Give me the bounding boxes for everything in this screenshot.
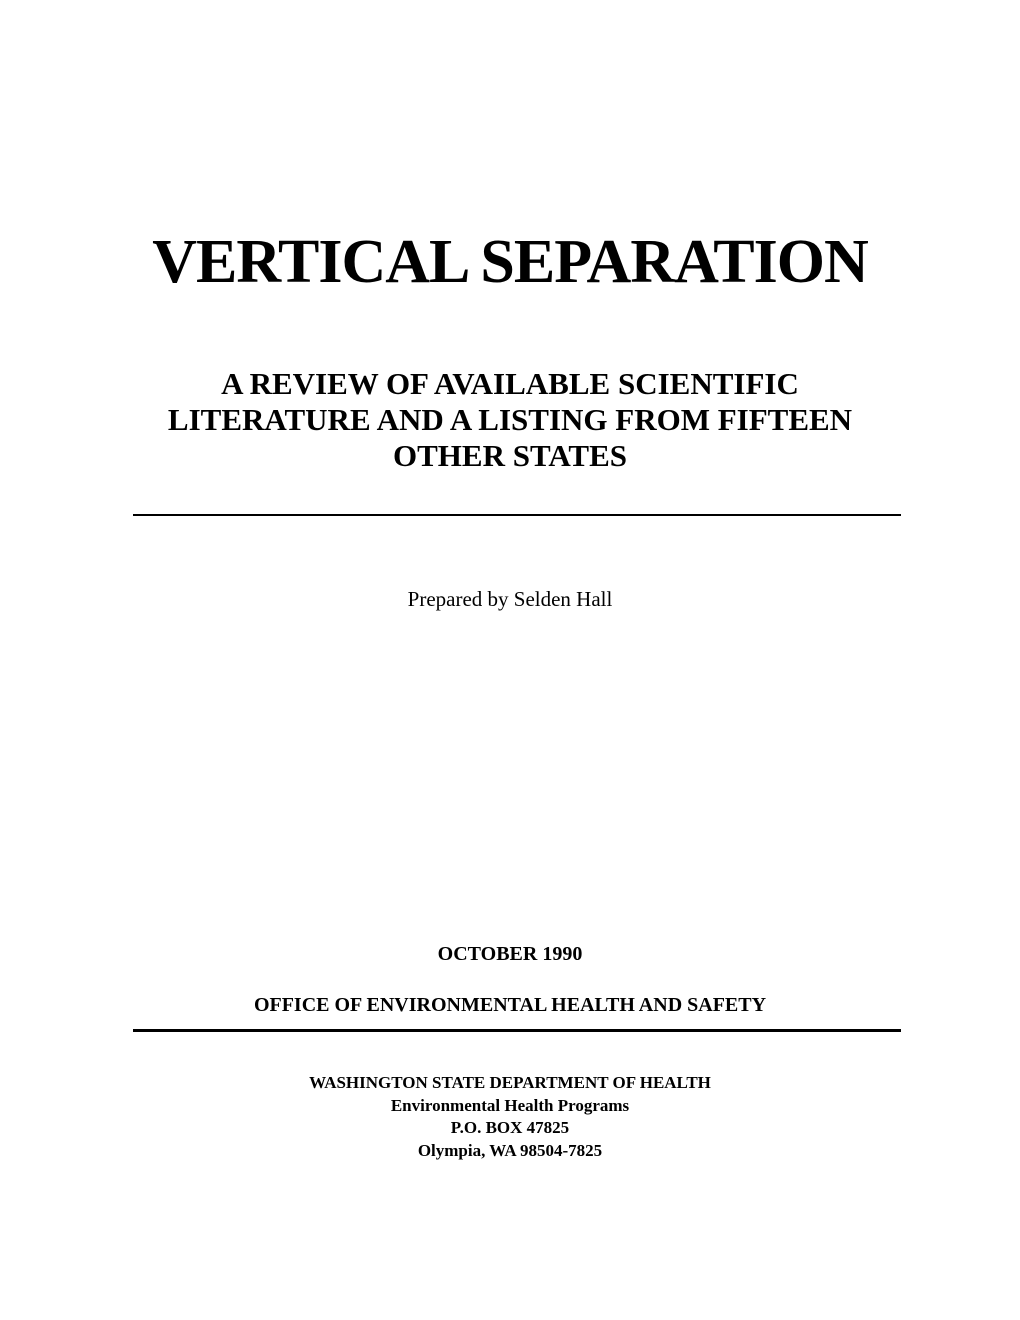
office-name: OFFICE OF ENVIRONMENTAL HEALTH AND SAFETY	[253, 994, 767, 1016]
address-program: Environmental Health Programs	[390, 1095, 630, 1115]
publisher-address	[0, 1072, 1020, 1162]
bottom-divider	[133, 1029, 901, 1032]
top-divider	[133, 514, 901, 516]
subtitle-line-1: A REVIEW OF AVAILABLE SCIENTIFIC	[221, 366, 799, 401]
address-city: Olympia, WA 98504-7825	[417, 1140, 603, 1160]
address-po-box: P.O. BOX 47825	[450, 1118, 570, 1137]
author-credit: Prepared by Selden Hall	[407, 587, 613, 611]
document-subtitle	[0, 366, 1020, 474]
address-department: WASHINGTON STATE DEPARTMENT OF HEALTH	[309, 1073, 711, 1092]
subtitle-line-3: OTHER STATES	[392, 438, 627, 473]
publication-date: OCTOBER 1990	[437, 943, 583, 965]
document-title: VERTICAL SEPARATION	[152, 228, 868, 296]
subtitle-line-2: LITERATURE AND A LISTING FROM FIFTEEN	[167, 402, 853, 437]
